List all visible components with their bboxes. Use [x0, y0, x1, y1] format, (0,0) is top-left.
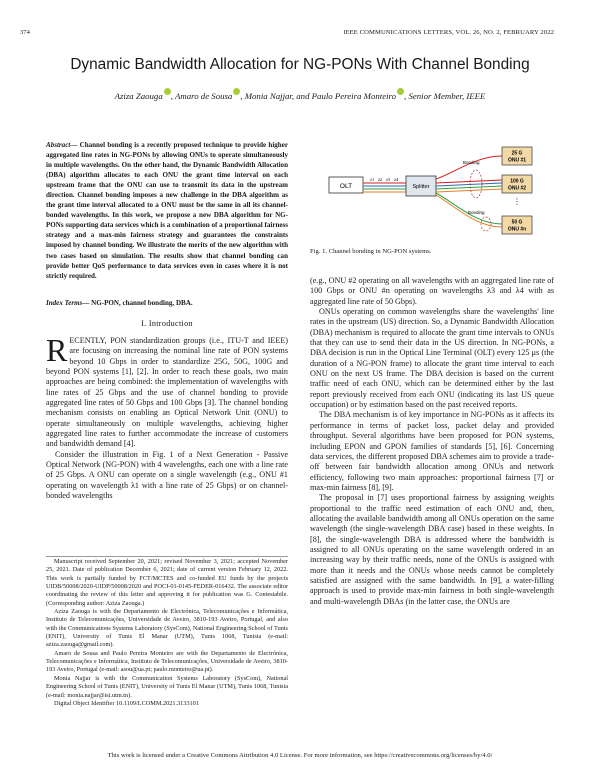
right-paragraph-3: The proposal in [7] uses proportional fairness by assigning weights proportional to the traffic need estimation of each ONU and, then, allocating the available bandwidth among all ONUs operation on the same wavelength (the single-wavelength DBA case) based in these weights. In [8], the single-wavelength DBA is addressed where the bandwidth is assigned to all ONUs operating on the same wavelength ordered in an increasing way by their traffic needs, none of the ONUs is assigned with more than it needs and the ONUs whose needs cannot be completely satisfied are assigned with the same bandwidth. In [9], a water-filling approach is used to provide max-min fairness in both single-wavelength and multi-wavelength DBAs (in the latter case, the ONUs are: [310, 493, 554, 606]
right-paragraph-0: (e.g., ONU #2 operating on all wavelengths with an aggregated line rate of 100 Gbps or ONU #n operating on wavelengths λ3 and λ4 with as aggregated line rate of 50 Gbps).: [310, 276, 554, 306]
figure-caption: Fig. 1. Channel bonding in NG-PON systems.: [310, 248, 432, 255]
author-1: Aziza Zaouga: [114, 90, 163, 101]
onu1-name: ONU #1: [507, 157, 527, 164]
link-onu2-l3: [436, 186, 502, 189]
footnote-doi: Digital Object Identifier 10.1109/LCOMM.2021.3133101: [54, 699, 199, 707]
onu2-rate: 100 G: [510, 178, 524, 185]
figure-1-diagram: [326, 142, 556, 242]
license-footer: This work is licensed under a Creative Commons Attribution 4.0 License. For more information, see https://creativecommons.org/licenses/by/4.0/: [107, 752, 493, 759]
link-onu2-l1: [436, 180, 502, 183]
author-3: , Monia Najjar, and Paulo Pereira Monteiro: [240, 90, 397, 101]
link-onu2-l4: [436, 189, 502, 192]
footnote-affiliation-2: Amaro de Sousa and Paulo Pereira Monteiro are with the Departamento de Electrónica, Telecomunicações e Informática, Instituto de Telecomunicações, Universidade de Aveiro, 3810-193 Aveiro, Portugal (e-mail: asou@ua.pt; paulo.monteiro@ua.pt).: [46, 649, 288, 674]
journal-header: IEEE COMMUNICATIONS LETTERS, VOL. 26, NO. 2, FEBRUARY 2022: [343, 29, 554, 36]
onu-ellipsis: ⋮: [513, 197, 521, 206]
lambda3-label: λ3: [386, 177, 391, 182]
footnote-affiliation-3: Monia Najjar is with the Communication Systems Laboratory (SysCom), National Engineering School of Tunis (ENIT), University of Tunis El Manar (UTM), Tunis 1068, Tunisia (e-mail: monia.najjar@isi.utm.tn).: [46, 674, 288, 699]
lambda4-label: λ4: [394, 177, 399, 182]
paper-title: Dynamic Bandwidth Allocation for NG-PONs With Channel Bonding: [70, 56, 530, 73]
author-affiliation-note: , Senior Member, IEEE: [404, 90, 486, 101]
orcid-icon[interactable]: [164, 88, 171, 95]
intro-paragraph-1: ECENTLY, PON standardization groups (i.e., ITU-T and IEEE) are focusing on increasing the nominal line rate of PON systems beyond 10 Gbps in order to standardize 25G, 50G, 100G and beyond PON systems [1], [2]. In order to reach these goals, two main approaches are being combined: the implementation of wavelengths with line rates of 25 Gbps and the use of channel bonding to provide aggregated line rates of 50 Gbps and 100 Gbps [3]. The channel bonding mechanism consists on enabling an Optical Network Unit (ONU) to operate simultaneously on multiple wavelengths, achieving higher aggregated line rates to further accommodate the increase of customers and bandwidth demand [4].: [46, 336, 288, 449]
link-onu2-l2: [436, 183, 502, 186]
abstract: [46, 140, 288, 281]
right-paragraph-2: The DBA mechanism is of key importance in NG-PONs as it affects its performance in terms of packet loss, packet delay and provided throughput. Several algorithms have been proposed for PON systems, including EPON and GPON families of standards [5], [6]. Concerning data services, the different proposed DBA schemes aim to provide a trade-off between fair bandwidth allocation among ONUs and network efficiency, following two main approaches: proportional fairness [7] or max-min fairness [8], [9].: [310, 410, 554, 492]
index-terms-label: Index Terms: [46, 299, 83, 307]
lambda1-label: λ1: [370, 177, 375, 182]
onun-rate: 50 G: [511, 219, 523, 226]
lambda2-label: λ2: [378, 177, 383, 182]
orcid-icon[interactable]: [397, 88, 404, 95]
olt-label: OLT: [339, 183, 353, 190]
abstract-label: Abstract: [46, 141, 71, 149]
index-terms-text: — NG-PON, channel bonding, DBA.: [82, 299, 193, 307]
right-paragraph-1: ONUs operating on common wavelengths share the wavelengths' line rates in the upstream (US) direction. So, a Dynamic Bandwidth Allocation (DBA) mechanism is required to allocate the grant time intervals to ONUs that they can use to send their data in the US direction. In NG-PONs, a DBA decision is run in the Optical Line Terminal (OLT) every 125 μs (the duration of a NG-PON frame) to allocate the grant time interval to each ONU on the next US frame. The DBA decision is based on the current traffic need of each ONU, which can be determined either by the last report previously received from each ONU (indicating its last US queue occupation) or by estimation based on the past received reports.: [310, 307, 554, 410]
page-number: 374: [20, 29, 30, 36]
intro-paragraph-2: Consider the illustration in Fig. 1 of a Next Generation - Passive Optical Network (NG-PON) with 4 wavelengths, each one with a line rate of 25 Gbps. A ONU can operate on a single wavelength (e.g., ONU #1 operating on wavelength λ1 with a line rate of 25 Gbps) or on channel-bonded wavelengths: [46, 449, 288, 501]
right-column-body: [310, 276, 554, 607]
author-2: , Amaro de Sousa: [170, 90, 233, 101]
onu1-rate: 25 G: [511, 150, 523, 157]
abstract-text: — Channel bonding is a recently proposed technique to provide higher aggregated line rates in NG-PONs by allowing ONUs to operate simultaneously in multiple wavelengths. On the other hand, the Dynamic Bandwidth Allocation (DBA) algorithm allocates to each ONU the grant time interval on each upstream frame that the ONU can use to transmit its data in the upstream direction. Channel bonding imposes a new challenge in the DBA algorithm as the grant time interval allocated to a ONU must be the same in all its channel-bonded wavelengths. In this work, we propose a new DBA algorithm for NG-PONs supporting data services which is a combination of a proportional fairness strategy and a max-min fairness strategy and guarantees the constraints imposed by channel bonding. We illustrate the merits of the new algorithm with two cases based on simulation. The results show that channel bonding can provide better QoS performance to data services even in cases where it is not strictly required.: [46, 141, 288, 280]
bonding-label-top: Bonding: [463, 160, 480, 165]
footnote-manuscript: Manuscript received September 20, 2021; revised November 3, 2021; accepted November 25, 2021. Date of publication December 6, 2021; date of current version February 12, 2022. This work is partially funded by FCT/MCTES and co-funded EU funds by the projects UIDB/50008/2020-UIDP/50008/2020 and POCI-01-0145-FEDER-016432. The associate editor coordinating the review of this letter and approving it for publication was G. Contestabile. (Corresponding author: Aziza Zaouga.): [46, 558, 288, 607]
onun-name: ONU #n: [507, 226, 527, 233]
footnotes: [46, 556, 288, 708]
footnote-affiliation-1: Aziza Zaouga is with the Departamento de Electrónica, Telecomunicações e Informática, Instituto de Telecomunicações, Universidade de Aveiro, 3810-193 Aveiro, Portugal, and also with the Communications Systems Laboratory (SysCom), National Engineering School of Tunis (ENIT), University of Tunis El Manar (UTM), Tunis 1068, Tunisia (e-mail: aziza.zaouga@gmail.com).: [46, 608, 288, 649]
splitter-label: Splitter: [412, 184, 430, 190]
drop-cap: R: [46, 332, 68, 368]
introduction-body: [46, 332, 288, 502]
section-title: I. Introduction: [141, 319, 193, 328]
link-onun-l3: [436, 193, 502, 224]
onu2-name: ONU #2: [507, 185, 527, 192]
bonding-label-bottom: Bonding: [468, 210, 485, 215]
author-list: [0, 88, 600, 101]
index-terms: [46, 298, 288, 308]
